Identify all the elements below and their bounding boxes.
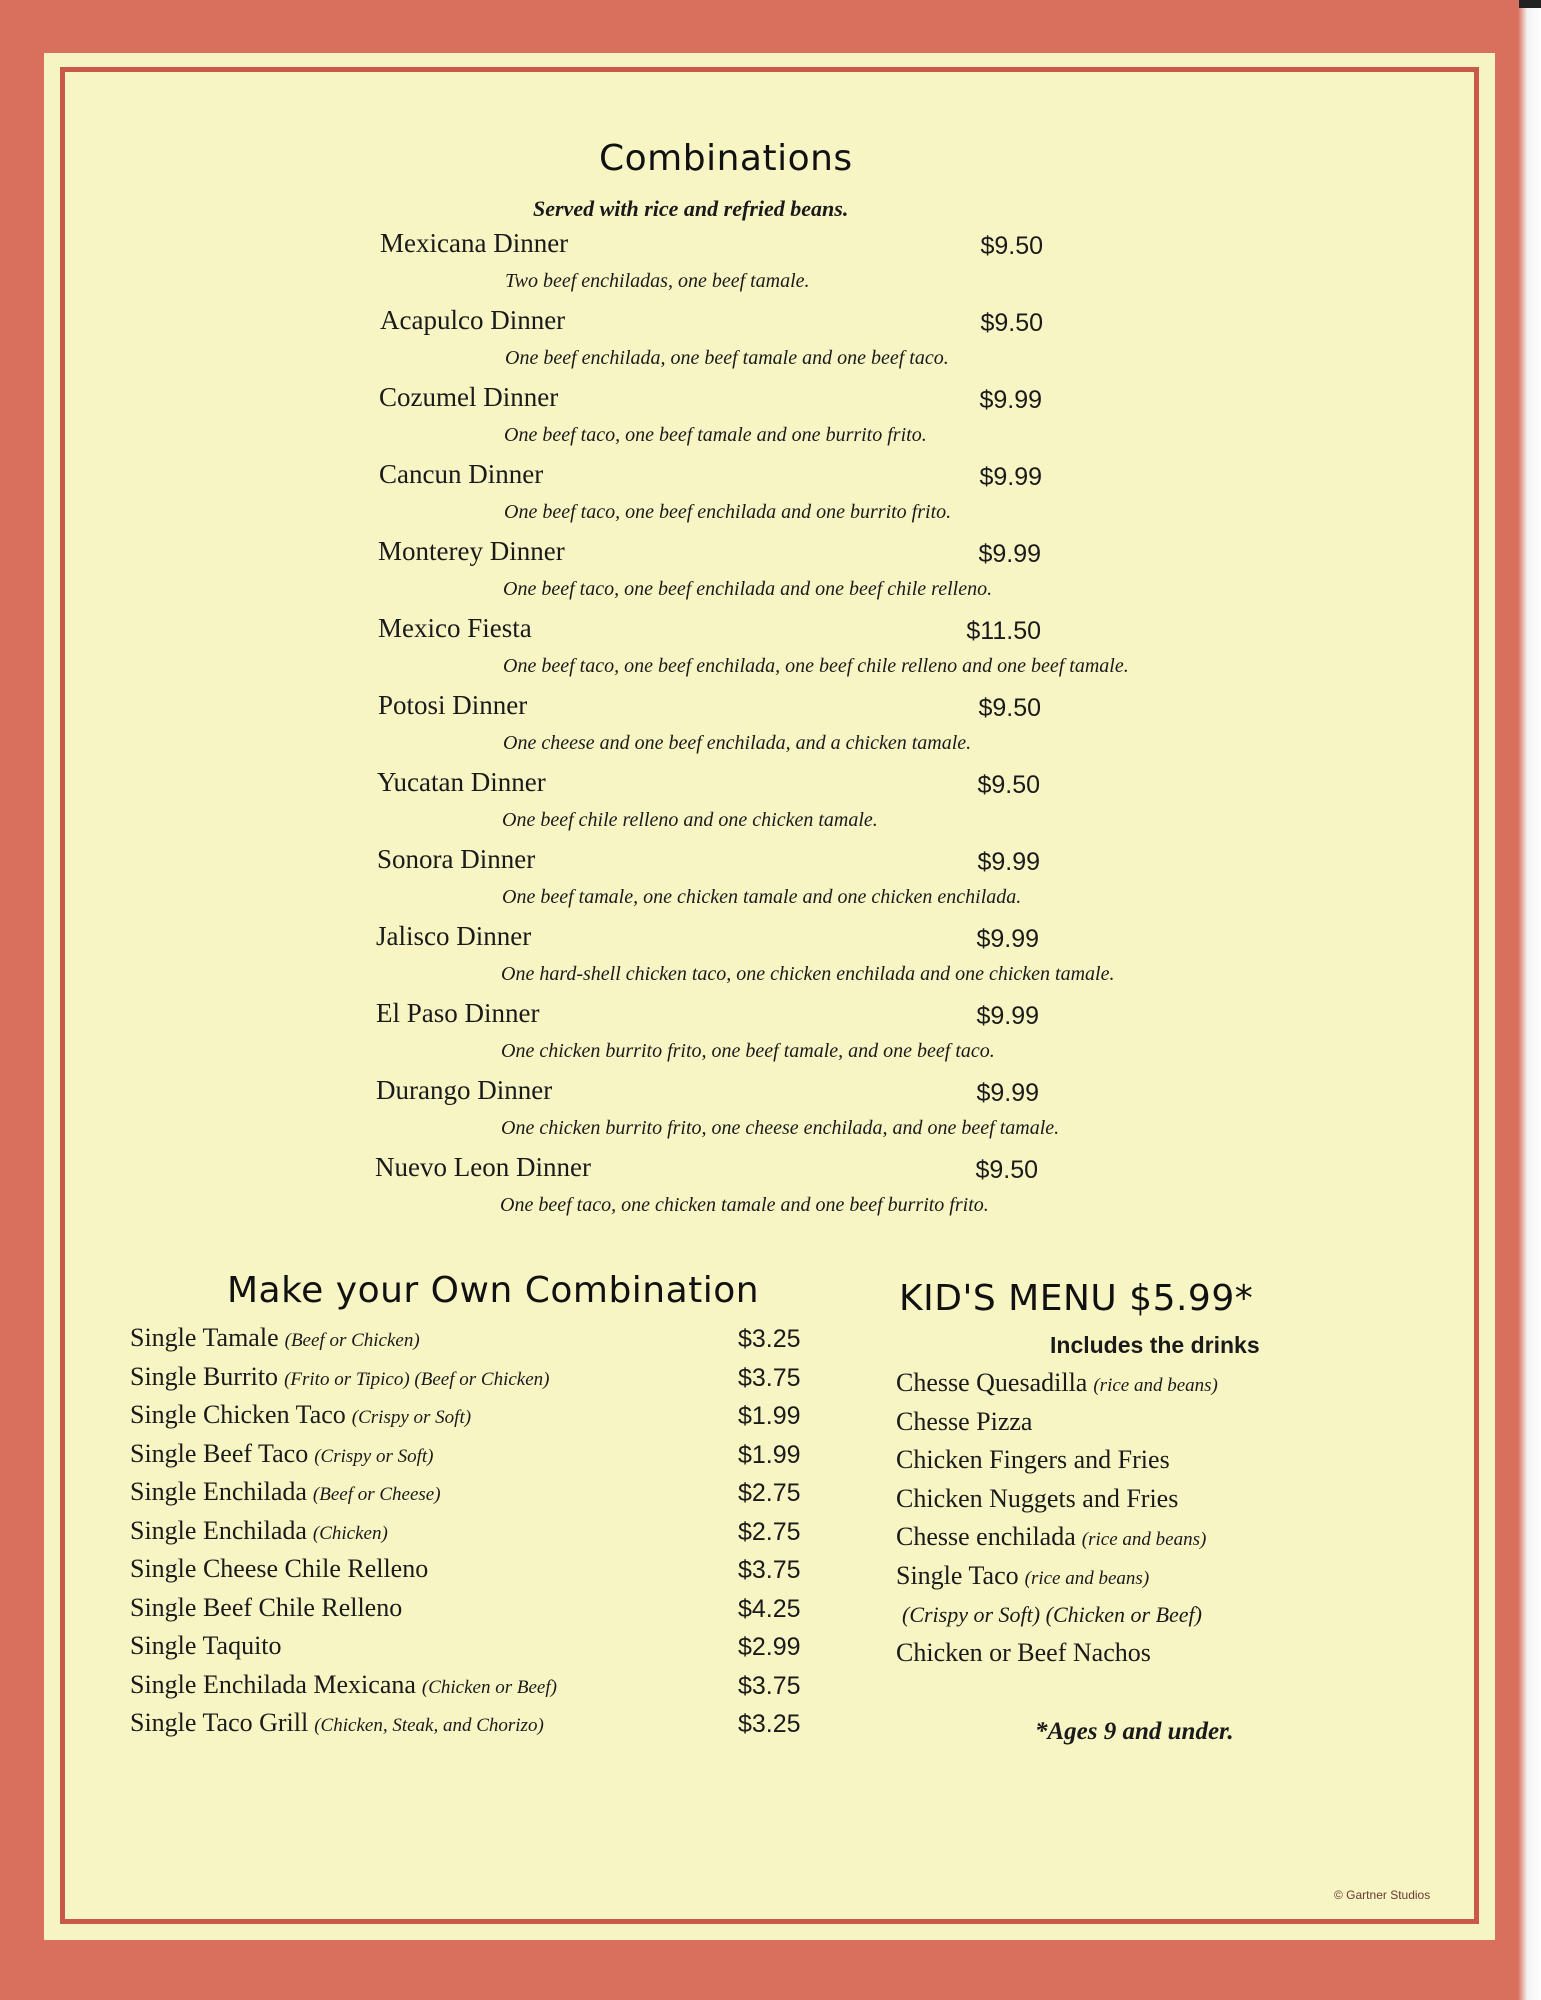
make-own-note: (Frito or Tipico) (Beef or Chicken) [284, 1368, 550, 1390]
make-own-item [130, 1323, 810, 1361]
combo-price: $9.99 [978, 540, 1041, 568]
make-own-price: $4.25 [738, 1594, 801, 1623]
combo-name: Yucatan Dinner [377, 767, 546, 797]
make-own-price: $2.99 [738, 1633, 801, 1661]
make-own-name [130, 1631, 282, 1661]
make-own-label: Single Enchilada [130, 1515, 307, 1545]
make-own-item [130, 1708, 810, 1746]
combo-name: Cancun Dinner [379, 459, 544, 489]
make-own-item [130, 1362, 810, 1400]
copyright-credit: © Gartner Studios [1334, 1888, 1431, 1902]
make-own-name [130, 1516, 388, 1546]
kids-menu-title: KID'S MENU $5.99* [899, 1278, 1254, 1319]
combo-name: Acapulco Dinner [380, 305, 566, 335]
combo-item [380, 305, 1050, 382]
combo-description: One beef taco, one beef enchilada and one burrito frito. [504, 501, 952, 523]
combo-price: $9.50 [980, 232, 1043, 260]
make-own-item [130, 1670, 810, 1708]
combo-description: One beef enchilada, one beef tamale and one beef taco. [505, 347, 949, 369]
combinations-subtitle: Served with rice and refried beans. [533, 196, 849, 221]
make-own-item [130, 1400, 810, 1438]
combo-description: One beef tamale, one chicken tamale and one chicken enchilada. [502, 886, 1022, 908]
combo-description: One beef taco, one beef tamale and one burrito frito. [504, 424, 927, 446]
make-own-name [130, 1323, 420, 1353]
make-own-price: $2.75 [738, 1517, 801, 1546]
kids-item-name: Chesse Pizza [896, 1406, 1033, 1436]
combo-item [380, 228, 1050, 305]
combo-item [376, 921, 1115, 998]
make-own-item [130, 1631, 810, 1669]
kids-item-note: (rice and beans) [1093, 1375, 1218, 1396]
make-own-item [130, 1554, 810, 1592]
kids-item-name: Chicken Nuggets and Fries [896, 1483, 1179, 1513]
combo-item [375, 1152, 1045, 1229]
combo-price: $9.50 [975, 1156, 1038, 1184]
combo-description: One beef chile relleno and one chicken tamale. [502, 809, 878, 831]
make-own-label: Single Tamale [130, 1323, 279, 1352]
make-own-label: Single Enchilada Mexicana [130, 1669, 416, 1699]
make-own-price: $3.25 [738, 1710, 801, 1738]
kids-item-name: Chicken or Beef Nachos [896, 1637, 1151, 1667]
combo-item [377, 844, 1047, 921]
make-own-name [130, 1670, 557, 1700]
make-own-note: (Beef or Cheese) [312, 1484, 441, 1505]
combo-item [378, 690, 1048, 767]
combo-name: Monterey Dinner [378, 536, 565, 566]
kids-item [896, 1445, 1170, 1483]
kids-item-note: (rice and beans) [1081, 1529, 1207, 1550]
combo-item [376, 998, 1046, 1075]
combo-name: Potosi Dinner [378, 690, 528, 720]
combo-price: $9.99 [976, 1002, 1039, 1030]
make-own-item [130, 1439, 810, 1477]
combo-price: $9.99 [979, 386, 1042, 414]
make-own-price: $3.75 [738, 1556, 801, 1584]
combo-name: Nuevo Leon Dinner [375, 1152, 591, 1182]
make-own-note: (Crispy or Soft) [351, 1407, 472, 1428]
kids-item [896, 1407, 1032, 1445]
combo-price: $9.50 [978, 694, 1041, 722]
make-own-name [130, 1554, 428, 1584]
make-own-note: (Crispy or Soft) [314, 1445, 434, 1467]
kids-item-name: Single Taco [896, 1560, 1019, 1590]
make-own-item [130, 1593, 810, 1631]
combo-item [379, 459, 1049, 536]
kids-item [896, 1484, 1178, 1522]
page-edge-shadow [1518, 0, 1541, 2000]
combo-description: One chicken burrito frito, one cheese enchilada, and one beef tamale. [501, 1117, 1060, 1139]
make-own-name [130, 1362, 549, 1392]
make-own-item [130, 1477, 810, 1515]
combo-name: El Paso Dinner [376, 998, 540, 1028]
combo-description: One beef taco, one beef enchilada and one beef chile relleno. [503, 578, 993, 600]
kids-item [896, 1561, 1149, 1599]
kids-item [896, 1638, 1151, 1676]
make-own-label: Single Burrito [130, 1361, 279, 1391]
make-own-price: $1.99 [738, 1440, 801, 1469]
combo-name: Mexicana Dinner [380, 228, 569, 258]
kids-age-note: *Ages 9 and under. [1035, 1718, 1234, 1745]
combo-item [379, 382, 1049, 459]
corner-mark [1519, 0, 1541, 8]
make-own-item [130, 1516, 810, 1554]
make-own-label: Single Beef Chile Relleno [130, 1592, 403, 1622]
combo-item [378, 536, 1048, 613]
combo-description: One hard-shell chicken taco, one chicken enchilada and one chicken tamale. [501, 963, 1115, 985]
combo-description: One chicken burrito frito, one beef tamale, and one beef taco. [501, 1040, 995, 1062]
combo-item [378, 613, 1129, 690]
combo-description: One cheese and one beef enchilada, and a chicken tamale. [503, 732, 972, 754]
combo-description: One beef taco, one beef enchilada, one beef chile relleno and one beef tamale. [503, 655, 1129, 677]
combo-name: Mexico Fiesta [378, 613, 532, 643]
make-own-name [130, 1593, 402, 1623]
kids-item [896, 1368, 1218, 1406]
kids-item-note: (rice and beans) [1024, 1567, 1150, 1589]
make-own-label: Single Taco Grill [130, 1708, 309, 1737]
kids-item [896, 1599, 1202, 1637]
make-own-label: Single Chicken Taco [130, 1400, 346, 1429]
combo-description: Two beef enchiladas, one beef tamale. [505, 270, 810, 292]
combo-price: $9.99 [976, 925, 1039, 953]
kids-item-name: Chicken Fingers and Fries [896, 1445, 1170, 1474]
combo-price: $11.50 [966, 617, 1041, 645]
make-own-price: $3.75 [738, 1671, 801, 1700]
combo-name: Jalisco Dinner [376, 921, 532, 951]
make-own-note: (Chicken, Steak, and Chorizo) [314, 1715, 544, 1736]
make-own-name [130, 1439, 434, 1469]
combo-item [376, 1075, 1060, 1152]
kids-item-note: (Crispy or Soft) (Chicken or Beef) [902, 1602, 1202, 1627]
make-own-price: $3.25 [738, 1325, 801, 1353]
kids-item [896, 1522, 1206, 1560]
combo-price: $9.50 [980, 309, 1043, 337]
make-own-price: $1.99 [738, 1402, 801, 1430]
make-own-name [130, 1477, 441, 1507]
make-own-label: Single Cheese Chile Relleno [130, 1554, 429, 1583]
kids-item-name: Chesse enchilada [896, 1522, 1076, 1551]
make-own-label: Single Beef Taco [130, 1438, 309, 1468]
combo-price: $9.99 [976, 1079, 1039, 1107]
make-own-note: (Beef or Chicken) [284, 1330, 420, 1351]
combinations-title: Combinations [599, 138, 853, 179]
combo-name: Sonora Dinner [377, 844, 536, 874]
make-own-price: $2.75 [738, 1479, 801, 1507]
make-own-title: Make your Own Combination [227, 1270, 760, 1311]
make-own-name [130, 1400, 471, 1430]
combo-item [377, 767, 1047, 844]
combo-name: Durango Dinner [376, 1075, 553, 1105]
combo-price: $9.50 [977, 771, 1040, 799]
kids-item-name: Chesse Quesadilla [896, 1368, 1088, 1397]
combo-description: One beef taco, one chicken tamale and one beef burrito frito. [500, 1194, 989, 1216]
make-own-price: $3.75 [738, 1363, 801, 1392]
make-own-name [130, 1708, 544, 1738]
combo-price: $9.99 [979, 463, 1042, 491]
make-own-label: Single Taquito [130, 1631, 282, 1660]
combo-name: Cozumel Dinner [379, 382, 559, 412]
make-own-note: (Chicken or Beef) [421, 1676, 557, 1698]
kids-drinks-note: Includes the drinks [1050, 1332, 1260, 1358]
combo-price: $9.99 [977, 848, 1040, 876]
make-own-label: Single Enchilada [130, 1477, 307, 1506]
make-own-note: (Chicken) [312, 1522, 388, 1544]
